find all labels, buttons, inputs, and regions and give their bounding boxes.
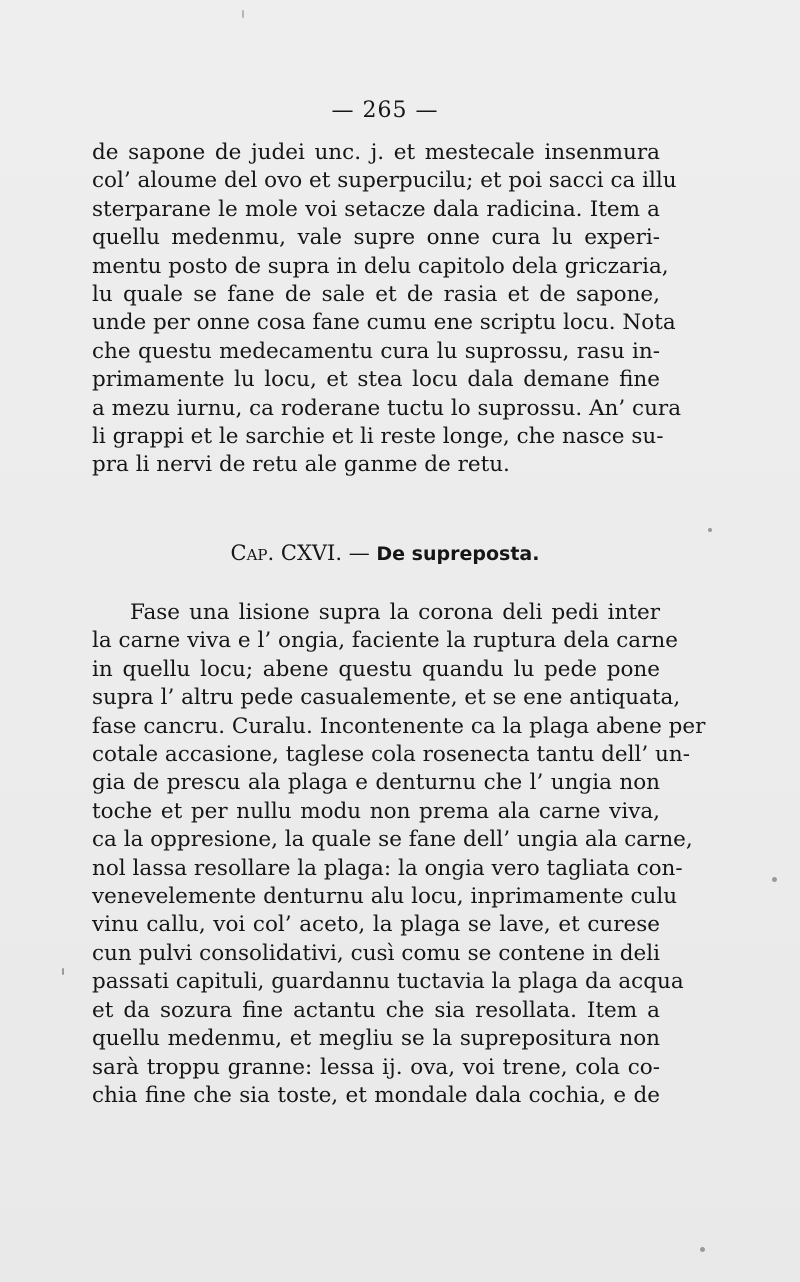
text-line: quellu medenmu, vale supre onne cura lu experi-: [92, 225, 660, 251]
chapter-heading: [0, 541, 770, 565]
text-line: lu quale se fane de sale et de rasia et de sapone,: [92, 282, 660, 308]
paper-speck: [62, 968, 64, 975]
text-line: toche et per nullu modu non prema ala carne viva,: [92, 798, 660, 824]
text-line: cotale accasione, taglese cola rosenecta tantu dell’ un-: [92, 742, 690, 768]
text-line: la carne viva e l’ ongia, faciente la ruptura dela carne: [92, 628, 678, 654]
text-line: pra li nervi de retu ale ganme de retu.: [92, 452, 510, 478]
text-line: mentu posto de supra in delu capitolo dela griczaria,: [92, 253, 669, 279]
page-number: — 265 —: [331, 98, 439, 123]
text-line: sterparane le mole voi setacze dala radicina. Item a: [92, 196, 660, 222]
text-line: venevelemente denturnu alu locu, inprimamente culu: [92, 884, 678, 910]
chapter-title: De supreposta.: [376, 543, 540, 565]
text-line: chia fine che sia toste, et mondale dala cochia, e de: [92, 1082, 660, 1108]
text-line: primamente lu locu, et stea locu dala demane fine: [92, 367, 660, 393]
text-line: col’ aloume del ovo et superpucilu; et poi sacci ca illu: [92, 168, 677, 194]
paragraph-1: [92, 139, 682, 480]
text-line: supra l’ altru pede casualemente, et se ene antiquata,: [92, 685, 681, 711]
text-line: de sapone de judei unc. j. et mestecale insenmura: [92, 140, 660, 165]
text-line: sarà troppu granne: lessa ij. ova, voi trene, cola co-: [92, 1054, 660, 1080]
text-line: a mezu iurnu, ca roderane tuctu lo suprossu. An’ cura: [92, 395, 682, 421]
text-line: unde per onne cosa fane cumu ene scriptu locu. Nota: [92, 310, 676, 336]
text-line: fase cancru. Curalu. Incontenente ca la plaga abene per: [92, 713, 706, 739]
text-line: gia de prescu ala plaga e denturnu che l’ ungia non: [92, 770, 660, 796]
text-line: et da sozura fine actantu che sia resollata. Item a: [92, 997, 660, 1023]
paragraph-2: [92, 599, 706, 1110]
paper-speck: [242, 10, 244, 18]
text-line: li grappi et le sarchie et li reste longe, che nasce su-: [92, 424, 664, 450]
text-line: vinu callu, voi col’ aceto, la plaga se lave, et curese: [92, 912, 660, 938]
text-line: ca la oppresione, la quale se fane dell’ ungia ala carne,: [92, 827, 693, 853]
chapter-dash: —: [342, 541, 377, 565]
paper-speck: [700, 1247, 705, 1252]
chapter-label: Cap. CXVI.: [230, 541, 343, 565]
text-line: Fase una lisione supra la corona deli pedi inter: [130, 600, 660, 625]
text-line: passati capituli, guardannu tuctavia la plaga da acqua: [92, 969, 684, 995]
text-line: quellu medenmu, et megliu se la suprepositura non: [92, 1026, 660, 1052]
paper-speck: [772, 877, 777, 882]
text-line: che questu medecamentu cura lu suprossu, rasu in-: [92, 338, 660, 364]
text-line: cun pulvi consolidativi, cusì comu se contene in deli: [92, 940, 660, 966]
text-line: nol lassa resollare la plaga: la ongia vero tagliata con-: [92, 855, 683, 881]
paper-speck: [708, 528, 712, 532]
text-line: in quellu locu; abene questu quandu lu pede pone: [92, 656, 660, 682]
